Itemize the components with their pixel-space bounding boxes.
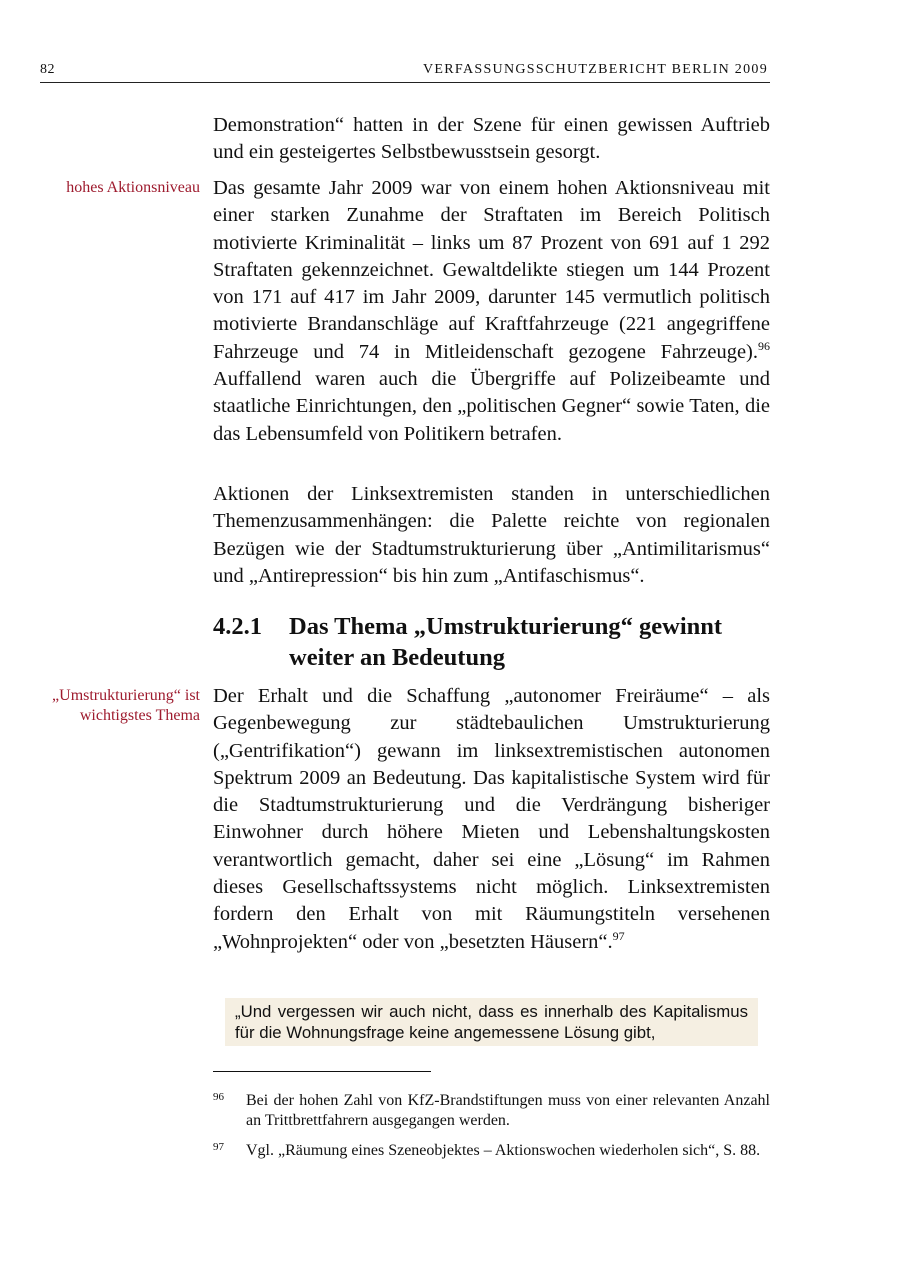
footnote-ref-97[interactable]: 97 bbox=[612, 928, 625, 943]
paragraph-text: Der Erhalt und die Schaffung „autonomer Freiräume“ – als Gegenbewegung zur städtebaulichen Umstrukturierung („Gentrifikation“) gewann im linksextremistischen autonomen Spektrum 2009 an Bedeutung. Das kapitalistische System wird für die Stadtumstrukturierung und die Verdrängung bisheriger Einwohner durch höhere Mieten und Lebenshaltungskosten verantwortlich gemacht, daher sei eine „Lösung“ im Rahmen dieses Gesellschaftssystems nicht möglich. Linksextremisten fordern den Erhalt von mit Räumungstiteln versehenen „Wohnprojekten“ oder von „besetzten Häusern“. bbox=[213, 685, 770, 953]
paragraph-aktionsniveau bbox=[213, 175, 770, 448]
margin-note-umstrukturierung: „Umstrukturierung“ ist wichtigstes Thema bbox=[52, 687, 200, 724]
section-title: Das Thema „Umstrukturierung“ gewinnt weiter an Bedeutung bbox=[289, 613, 723, 671]
page-header bbox=[40, 62, 770, 83]
paragraph-text: Auffallend waren auch die Übergriffe auf Polizeibeamte und staatliche Einrichtungen, den „politischen Gegner“ sowie Taten, die das Lebensumfeld von Politikern betrafen. bbox=[213, 368, 770, 445]
page-number: 82 bbox=[40, 62, 55, 77]
footnote-97 bbox=[213, 1141, 770, 1161]
margin-note-aktionsniveau: hohes Aktionsniveau bbox=[66, 179, 200, 196]
footnote-number: 96 bbox=[213, 1091, 224, 1103]
footnote-text: Vgl. „Räumung eines Szeneobjektes – Aktionswochen wiederholen sich“, S. 88. bbox=[246, 1142, 761, 1159]
paragraph-umstrukturierung bbox=[213, 683, 770, 956]
paragraph-text: Das gesamte Jahr 2009 war von einem hohen Aktionsniveau mit einer starken Zunahme der Straftaten im Bereich Politisch motivierte Kriminalität – links um 87 Prozent von 691 auf 1 292 Straftaten gekennzeichnet. Gewaltdelikte stiegen um 144 Prozent von 171 auf 417 im Jahr 2009, darunter 145 vermutlich politisch motivierte Brandanschläge auf Kraftfahrzeuge (221 angegriffene Fahrzeuge und 74 in Mitleidenschaft gezogene Fahrzeuge). bbox=[213, 177, 770, 363]
footnote-96 bbox=[213, 1091, 770, 1131]
paragraph-themen: Aktionen der Linksextremisten standen in unterschiedlichen Themenzusammenhängen: die Palette reichte von regionalen Bezügen wie der Stadtumstrukturierung über „Antimilitarismus“ und „Antirepression“ bis hin zum „Antifaschismus“. bbox=[213, 483, 770, 587]
section-heading bbox=[213, 611, 770, 673]
quote-box: „Und vergessen wir auch nicht, dass es innerhalb des Kapitalismus für die Wohnungsfrage keine angemessene Lösung gibt, bbox=[225, 998, 758, 1046]
footnote-divider bbox=[213, 1071, 431, 1072]
footnote-text: Bei der hohen Zahl von KfZ-Brandstiftungen muss von einer relevanten Anzahl an Trittbrettfahrern ausgegangen werden. bbox=[246, 1092, 770, 1129]
paragraph-continuation: Demonstration“ hatten in der Szene für einen gewissen Auftrieb und ein gesteigertes Selbstbewusstsein gesorgt. bbox=[213, 114, 770, 164]
footnote-number: 97 bbox=[213, 1141, 224, 1153]
running-head: VERFASSUNGSSCHUTZBERICHT BERLIN 2009 bbox=[423, 62, 768, 77]
section-number: 4.2.1 bbox=[213, 613, 262, 640]
footnote-ref-96[interactable]: 96 bbox=[758, 338, 770, 353]
